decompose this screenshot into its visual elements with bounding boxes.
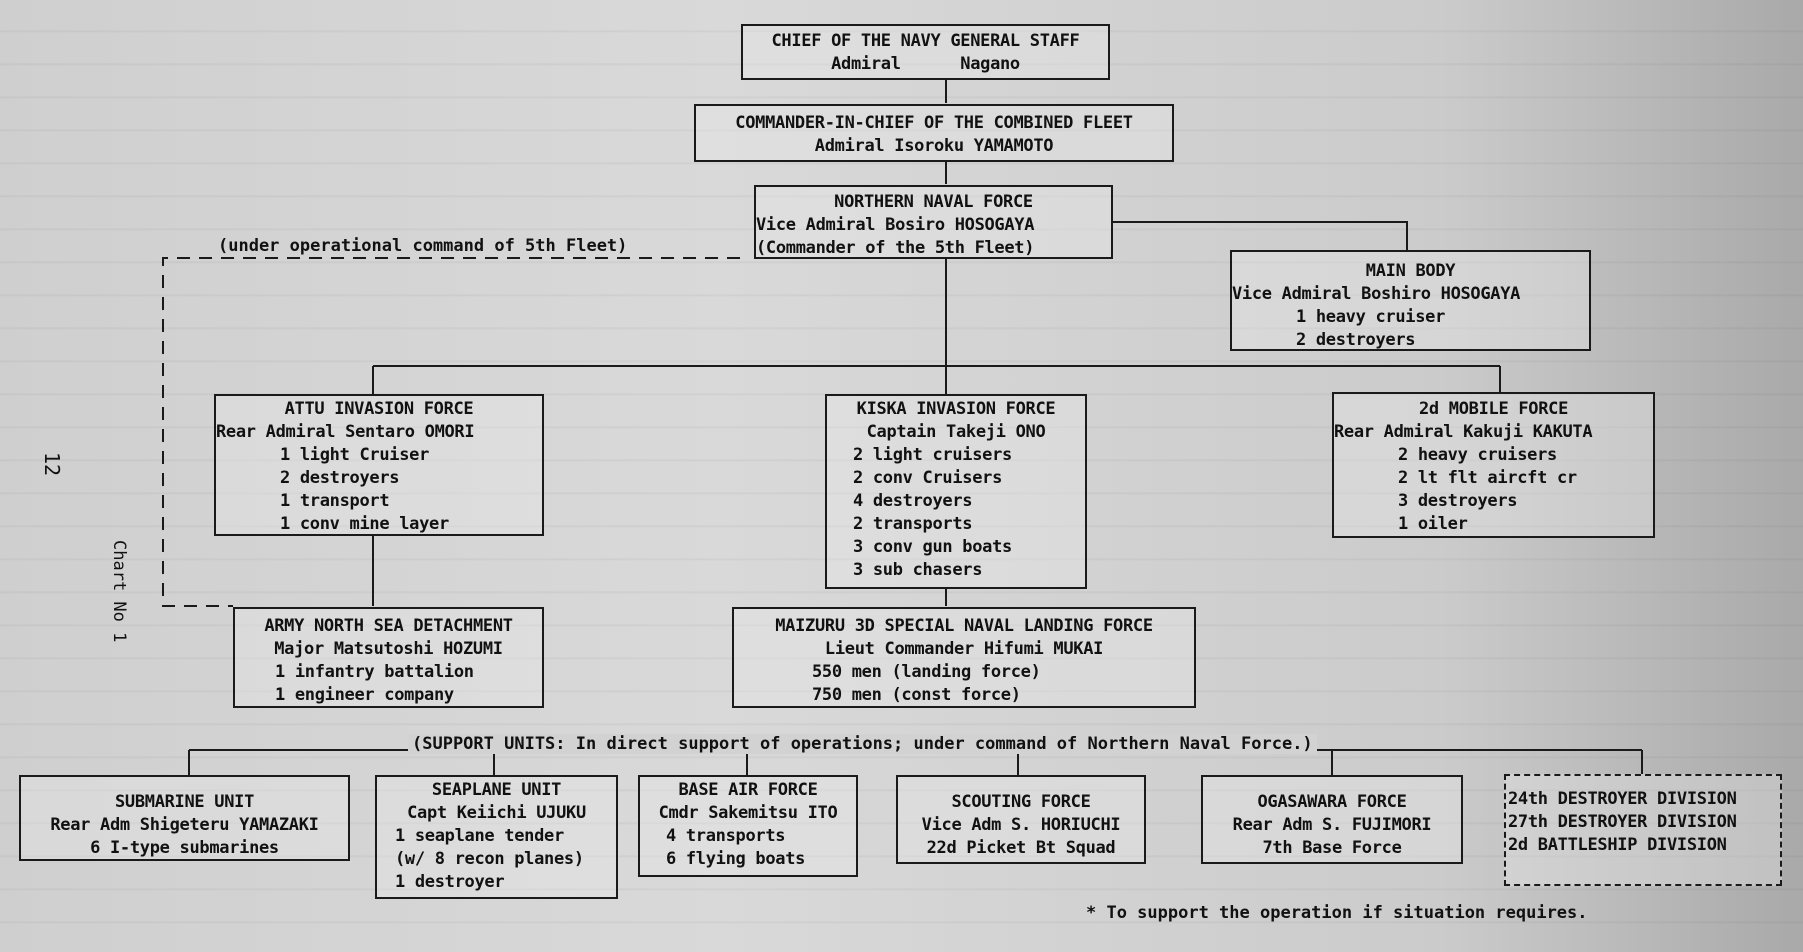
unit-item: 2 destroyers [280, 468, 400, 488]
base-air-force-box [638, 775, 858, 877]
maizuru-landing-force-box [732, 607, 1196, 708]
box-title: ATTU INVASION FORCE [284, 399, 474, 419]
unit-item: (w/ 8 recon planes) [395, 849, 584, 869]
box-title: ARMY NORTH SEA DETACHMENT [264, 616, 513, 636]
second-mobile-force-box [1332, 392, 1655, 538]
box-title: OGASAWARA FORCE [1257, 792, 1407, 812]
seaplane-unit-box [375, 775, 618, 899]
box-person: Lieut Commander Hifumi MUKAI [824, 639, 1104, 659]
scouting-force-box [896, 775, 1146, 864]
unit-item: 2 lt flt aircft cr [1398, 468, 1577, 488]
unit-item: 4 destroyers [853, 491, 973, 511]
unit-item: 2 transports [853, 514, 973, 534]
unit-item: 1 engineer company [275, 685, 454, 705]
ogasawara-force-box [1201, 775, 1463, 864]
unit-item: 6 I-type submarines [90, 838, 279, 858]
box-title: COMMANDER-IN-CHIEF OF THE COMBINED FLEET [735, 113, 1133, 133]
unit-item: 1 light Cruiser [280, 445, 430, 465]
box-title: CHIEF OF THE NAVY GENERAL STAFF [771, 31, 1080, 51]
unit-item: 27th DESTROYER DIVISION [1508, 812, 1737, 832]
unit-item: 2d BATTLESHIP DIVISION [1508, 835, 1727, 855]
box-note: (Commander of the 5th Fleet) [756, 238, 1035, 258]
unit-item: 3 destroyers [1398, 491, 1518, 511]
kiska-invasion-force-box [825, 394, 1087, 589]
unit-item: 1 infantry battalion [275, 662, 474, 682]
unit-item: 2 destroyers [1296, 330, 1416, 350]
combined-fleet-commander-box [694, 104, 1174, 162]
unit-item: 22d Picket Bt Squad [926, 838, 1116, 858]
unit-item: 1 oiler [1398, 514, 1468, 534]
unit-item: 1 heavy cruiser [1296, 307, 1446, 327]
unit-item: 24th DESTROYER DIVISION [1508, 789, 1737, 809]
unit-item: 550 men (landing force) [812, 662, 1041, 682]
unit-item: 2 heavy cruisers [1398, 445, 1557, 465]
northern-naval-force-box [754, 185, 1113, 259]
unit-item: 7th Base Force [1262, 838, 1402, 858]
unit-item: 4 transports [666, 826, 786, 846]
unit-item: 750 men (const force) [812, 685, 1021, 705]
unit-item: 2 light cruisers [853, 445, 1012, 465]
attu-invasion-force-box [214, 394, 544, 536]
submarine-unit-box [19, 775, 350, 861]
footnote: * To support the operation if situation requires. [1086, 903, 1588, 923]
unit-item: 6 flying boats [666, 849, 806, 869]
box-person: Cmdr Sakemitsu ITO [658, 803, 838, 823]
box-person: Major Matsutoshi HOZUMI [274, 639, 503, 659]
box-title: SEAPLANE UNIT [431, 780, 562, 800]
chief-of-navy-staff-box [741, 24, 1110, 80]
operational-command-note: (under operational command of 5th Fleet) [218, 236, 628, 256]
unit-item: 1 destroyer [395, 872, 505, 892]
unit-item: 1 transport [280, 491, 390, 511]
box-person: Capt Keiichi UJUKU [407, 803, 586, 823]
box-title: SCOUTING FORCE [951, 792, 1091, 812]
box-person: Vice Admiral Bosiro HOSOGAYA [756, 215, 1035, 235]
main-body-box [1230, 250, 1591, 351]
unit-item: 3 conv gun boats [853, 537, 1012, 557]
box-title: KISKA INVASION FORCE [856, 399, 1056, 419]
page-number: 12 [40, 452, 64, 477]
support-units-note: (SUPPORT UNITS: In direct support of operations; under command of Northern Naval Force.) [408, 734, 1317, 754]
unit-item: 1 seaplane tender [395, 826, 564, 846]
box-person: Vice Admiral Boshiro HOSOGAYA [1232, 284, 1521, 304]
box-title: MAIZURU 3D SPECIAL NAVAL LANDING FORCE [775, 616, 1153, 636]
box-title: MAIN BODY [1365, 261, 1456, 281]
box-title: 2d MOBILE FORCE [1418, 399, 1569, 419]
box-person: Admiral Isoroku YAMAMOTO [814, 136, 1054, 156]
box-person: Rear Adm Shigeteru YAMAZAKI [50, 815, 319, 835]
unit-item: 2 conv Cruisers [853, 468, 1003, 488]
box-person: Captain Takeji ONO [866, 422, 1046, 442]
destroyer-battleship-divisions-box [1504, 774, 1782, 886]
army-north-sea-detachment-box [233, 607, 544, 708]
box-person: Rear Admiral Sentaro OMORI [216, 422, 475, 442]
chart-label: Chart No 1 [109, 540, 129, 643]
box-person: Rear Admiral Kakuji KAKUTA [1334, 422, 1593, 442]
box-person: Rear Adm S. FUJIMORI [1232, 815, 1432, 835]
unit-item: 1 conv mine layer [280, 514, 449, 534]
box-title: BASE AIR FORCE [678, 780, 818, 800]
box-person: Vice Adm S. HORIUCHI [921, 815, 1121, 835]
unit-item: 3 sub chasers [853, 560, 983, 580]
box-title: NORTHERN NAVAL FORCE [834, 192, 1033, 212]
box-person: Admiral Nagano [831, 54, 1020, 74]
box-title: SUBMARINE UNIT [114, 792, 255, 812]
